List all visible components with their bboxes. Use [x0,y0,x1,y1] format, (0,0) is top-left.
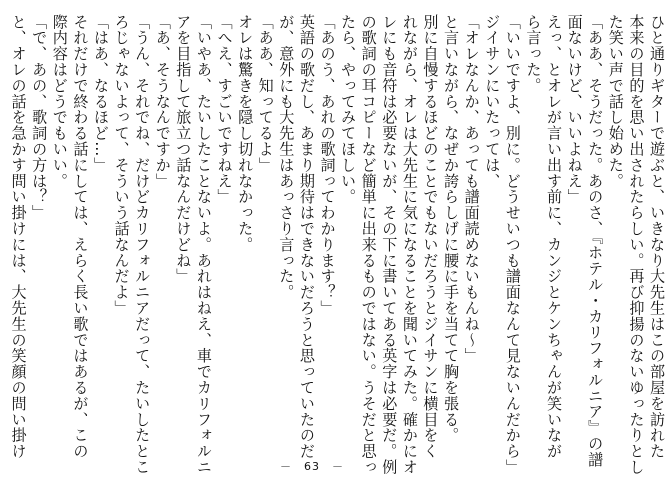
text-line: ジイサンにいたっては、 [483,14,502,189]
text-line: が、意外にも大先生はあっさり言った。 [277,14,296,301]
text-line: の歌詞の耳コピーなど簡単に出来るものではない。うそだと思っ [359,14,378,476]
text-line: 「へえ、すごいですねえ」 [215,14,234,205]
text-line: 「ああ、知ってるよ」 [256,14,275,173]
page-number: － 63 － [280,460,344,473]
text-line: 「いいですよ、別に。どうせいつも譜面なんて見ないんだから」 [503,14,522,476]
text-line: ら言った。 [524,14,543,94]
text-line: オレは驚きを隠し切れなかった。 [236,14,255,253]
text-line: 「いやあ、たいしたことないよ。あれはねえ、車でカリフォルニ [194,14,213,476]
text-line: レにも音符は必要ないが、その下に書いてある英字は必要だ。例 [380,14,399,476]
text-line: 「あのう、あれの歌詞ってわかります？」 [318,14,337,317]
text-line: アを目指して旅立つ話なんだけどね」 [174,14,193,285]
text-line: 別に自慢するほどのことでもないだろうとジイサンに横目をく [421,14,440,460]
text-line: それだけで終わる話にしては、えらく長い歌ではあるが、この [71,14,90,460]
text-line: た笑い声で話し始めた。 [606,14,625,189]
text-line: 「はあ、なるほど…」 [91,14,110,173]
text-line: 本来の目的を思い出されたらしい。再び抑揚のないゆったりとし [627,14,646,476]
text-line: と言いながら、なぜか誇らしげに腰に手を当てて胸を張る。 [442,14,461,444]
text-line: 「あ、そうなんですか」 [153,14,172,189]
text-line: 「で、あの、歌詞の方は？」 [30,14,49,221]
text-line: えっ、とオレが言い出す前に、カンジとケンちゃんが笑いなが [545,14,564,460]
text-line: たら、やってみてほしい。 [339,14,358,205]
text-line: 「オレなんか、あっても譜面読めないもんね～」 [462,14,481,364]
text-line: ろじゃないよって、そういう話なんだよ」 [112,14,131,317]
text-line: ひと通りギターで遊ぶと、いきなり大先生はこの部屋を訪れた [648,14,666,460]
text-line: 「うん、それでね、だけどカリフォルニアだって、たいしたとこ [133,14,152,476]
text-line: と、オレの話を急かす問い掛けには、大先生の笑顔の問い掛け [9,14,28,460]
text-line: 「ああ、そうだった。あのさ、『ホテル・カリフォルニア』の譜 [586,14,605,468]
text-line: 際内容はどうでもいい。 [50,14,69,189]
text-line: 英語の歌だし、あまり期待はできないだろうと思っていたのだ [297,14,316,460]
text-line: 面ないけど、いいよねえ」 [565,14,584,205]
text-line: れながら、オレは大先生に気になることを聞いてみた。確かにオ [400,14,419,476]
